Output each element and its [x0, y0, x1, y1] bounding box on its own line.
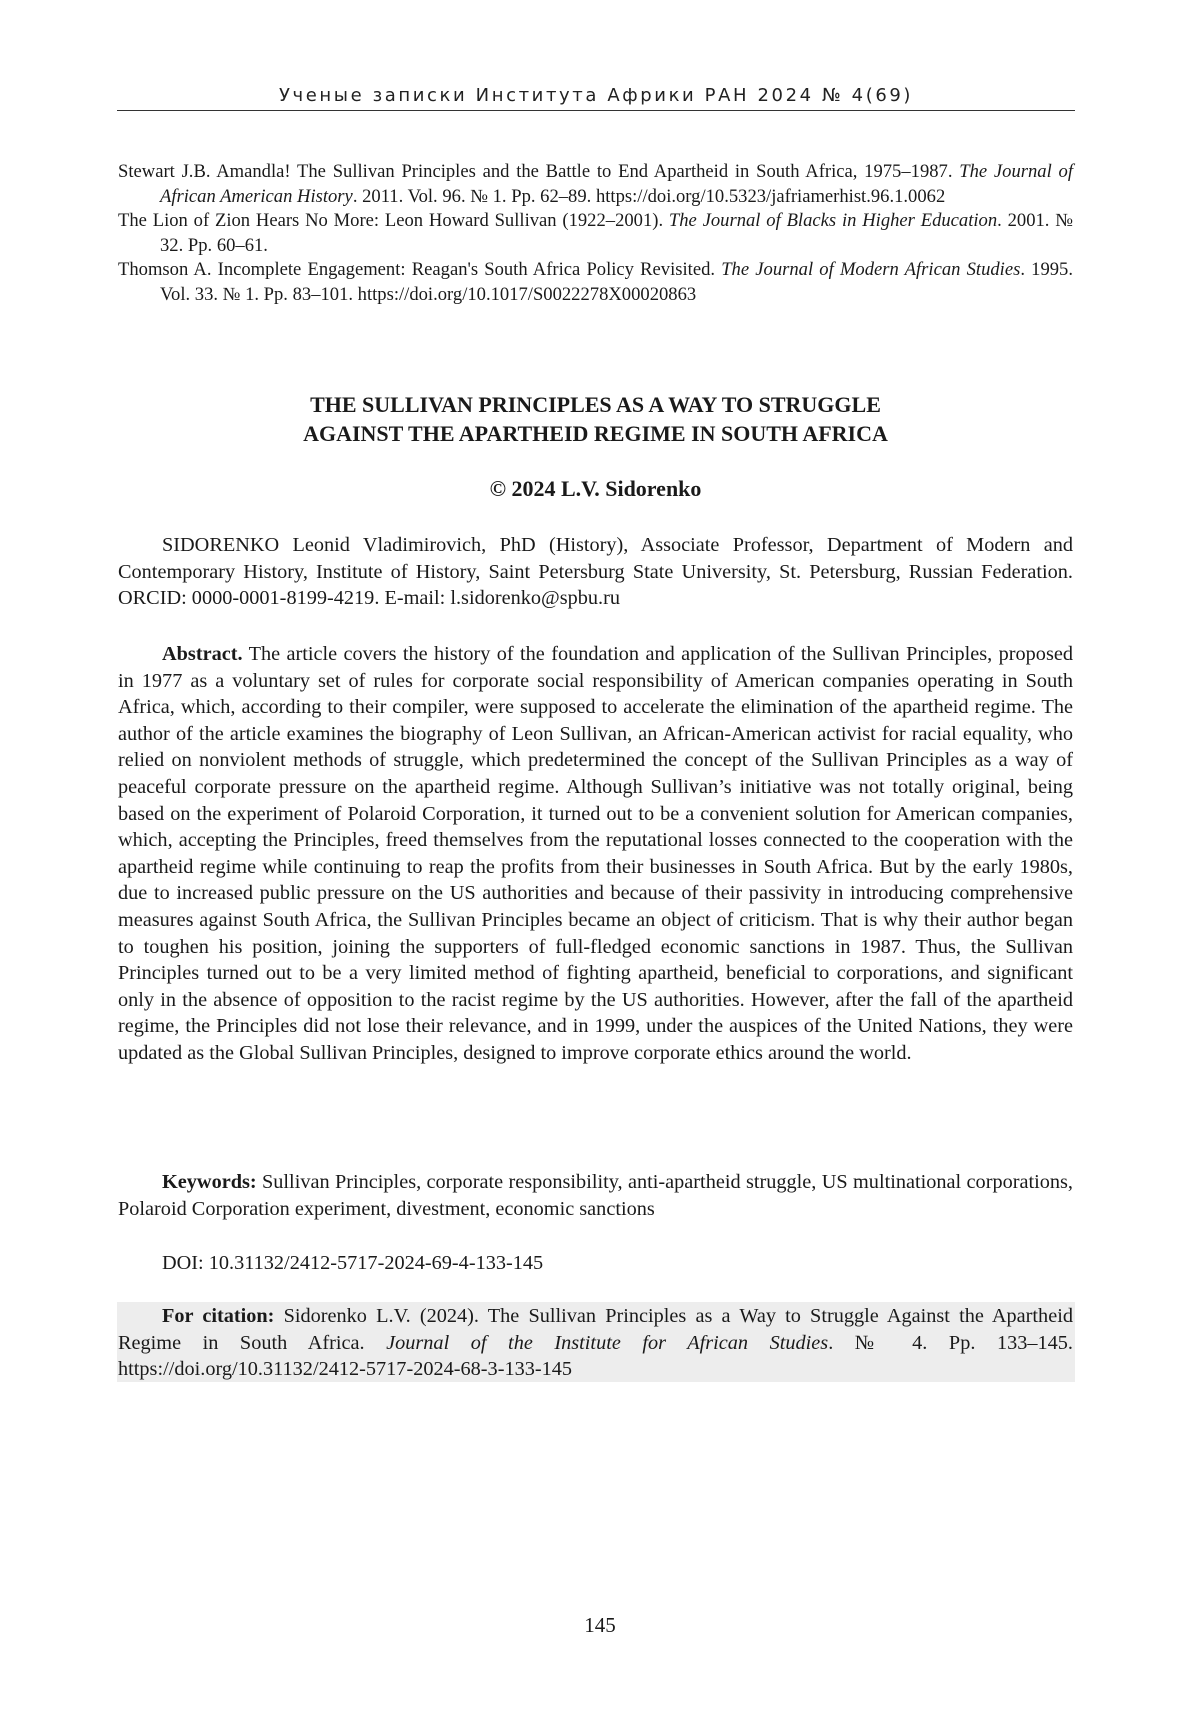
citation — [118, 1303, 1073, 1383]
author-info: SIDORENKO Leonid Vladimirovich, PhD (History), Associate Professor, Department of Modern and Contemporary History, Institute of History, Saint Petersburg State University, St. Petersburg, Russian Federation. ORCID: 0000-0001-8199-4219. E-mail: l.sidorenko@spbu.ru — [118, 534, 1073, 609]
reference-text: The Lion of Zion Hears No More: Leon Howard Sullivan (1922–2001). — [118, 210, 669, 231]
reference-journal: The Journal of Blacks in Higher Education — [668, 210, 998, 231]
abstract-text: The article covers the history of the foundation and application of the Sullivan Principles, proposed in 1977 as a voluntary set of rules for corporate social responsibility of American companies operating in South Africa, which, according to their compiler, were supposed to accelerate the elimination of the apartheid regime. The author of the article examines the biography of Leon Sullivan, an African-American activist for racial equality, who relied on nonviolent methods of struggle, which predetermined the concept of the Sullivan Principles as a way of peaceful corporate pressure on the apartheid regime. Although Sullivan’s initiative was not totally original, being based on the experiment of Polaroid Corporation, it turned out to be a convenient solution for American companies, which, accepting the Principles, freed themselves from the reputational losses connected to the cooperation with the apartheid regime while continuing to reap the profits from their businesses in South Africa. But by the early 1980s, due to increased public pressure on the US authorities and because of their passivity in introducing comprehensive measures against South Africa, the Sullivan Principles became an object of criticism. That is why their author began to toughen his position, joining the supporters of full-fledged economic sanctions in 1987. Thus, the Sullivan Principles turned out to be a very limited method of fighting apartheid, beneficial to corporations, and significant only in the absence of opposition to the racist regime by the US authorities. However, after the fall of the apartheid regime, the Principles did not lose their relevance, and in 1999, under the auspices of the United Nations, they were updated as the Global Sullivan Principles, designed to improve corporate ethics around the world. — [118, 643, 1073, 1064]
article-title-line: AGAINST THE APARTHEID REGIME IN SOUTH AFRICA — [303, 421, 888, 446]
reference-text: Thomson A. Incomplete Engagement: Reagan's South Africa Policy Revisited. — [118, 259, 722, 280]
reference-item — [118, 258, 1073, 307]
page-number: 145 — [584, 1613, 616, 1637]
article-title-line: THE SULLIVAN PRINCIPLES AS A WAY TO STRUGGLE — [310, 392, 881, 417]
keywords — [118, 1169, 1073, 1222]
citation-journal: Journal of the Institute for African Studies — [386, 1331, 829, 1354]
article-title — [118, 390, 1073, 448]
keywords-text: Sullivan Principles, corporate responsibility, anti-apartheid struggle, US multinational corporations, Polaroid Corporation experiment, divestment, economic sanctions — [118, 1171, 1073, 1220]
reference-journal: The Journal of African American History — [160, 161, 1073, 207]
keywords-label: Keywords: — [162, 1171, 257, 1193]
reference-details: . 2011. Vol. 96. № 1. Pp. 62–89. https://doi.org/10.5323/jafriamerhist.96.1.0062 — [352, 185, 946, 207]
abstract — [118, 641, 1073, 1067]
citation-details: . № 4. Pp. 133–145. https://doi.org/10.31132/2412-5717-2024-68-3-133-145 — [118, 1331, 1073, 1380]
citation-label: For citation: — [162, 1305, 275, 1327]
reference-details: . 2001. № 32. Pp. 60–61. — [160, 210, 1073, 256]
abstract-label: Abstract. — [162, 643, 243, 665]
reference-text: Stewart J.B. Amandla! The Sullivan Principles and the Battle to End Apartheid in South Africa, 1975–1987. — [118, 161, 960, 182]
running-header: Ученые записки Института Африки РАН 2024 № 4(69) — [278, 85, 914, 106]
author-byline: © 2024 L.V. Sidorenko — [489, 476, 702, 501]
reference-list — [118, 160, 1073, 307]
header-divider — [117, 110, 1075, 111]
reference-item — [118, 209, 1073, 258]
reference-details: . 1995. Vol. 33. № 1. Pp. 83–101. https://doi.org/10.1017/S0022278X00020863 — [160, 259, 1073, 305]
reference-journal: The Journal of Modern African Studies — [721, 259, 1021, 280]
doi: DOI: 10.31132/2412-5717-2024-69-4-133-145 — [162, 1252, 544, 1274]
reference-item — [118, 160, 1073, 209]
citation-text: Sidorenko L.V. (2024). The Sullivan Principles as a Way to Struggle Against the Apartheid Regime in South Africa. — [118, 1305, 1073, 1354]
